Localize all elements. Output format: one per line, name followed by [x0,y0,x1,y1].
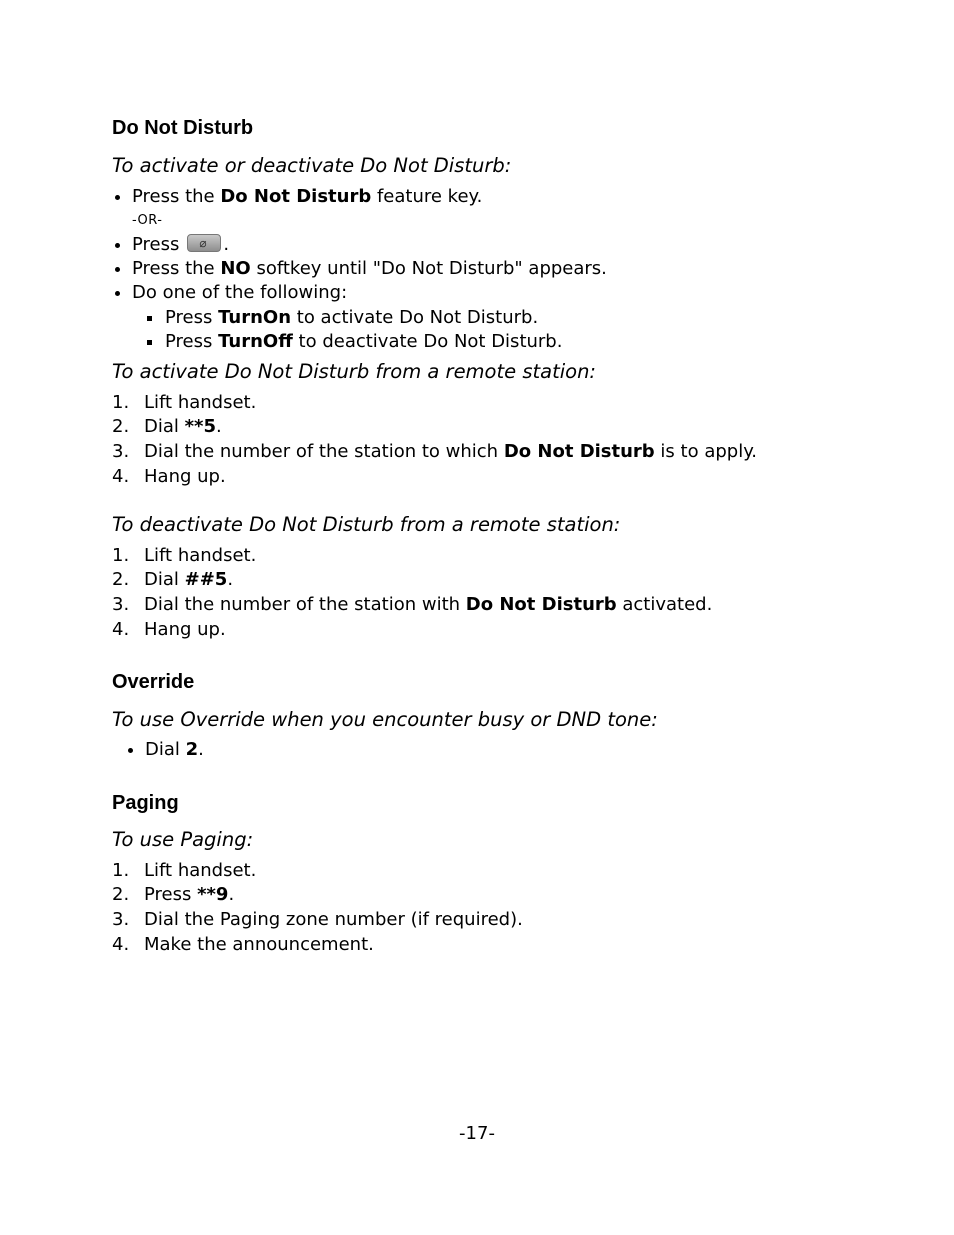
subheading-paging: To use Paging: [112,828,254,851]
section-heading-override: Override [112,671,195,693]
subheading-activate-remote: To activate Do Not Disturb from a remote station: [112,360,597,383]
bullet-icon [115,291,120,296]
bullet-icon [128,748,133,753]
subheading-activate-deactivate: To activate or deactivate Do Not Disturb: [112,154,512,177]
section-heading-paging: Paging [112,792,179,814]
bullet-icon [115,195,120,200]
section-heading-do-not-disturb: Do Not Disturb [112,117,254,139]
subheading-deactivate-remote: To deactivate Do Not Disturb from a remote station: [112,513,621,536]
bullet-icon [115,267,120,272]
square-bullet-icon [147,316,152,321]
square-bullet-icon [147,340,152,345]
or-separator: -OR- [132,213,163,228]
do-not-disturb-key-icon [187,234,221,252]
page-number: -17- [459,1123,495,1144]
bullet-icon [115,243,120,248]
subheading-override: To use Override when you encounter busy or DND tone: [112,708,658,731]
